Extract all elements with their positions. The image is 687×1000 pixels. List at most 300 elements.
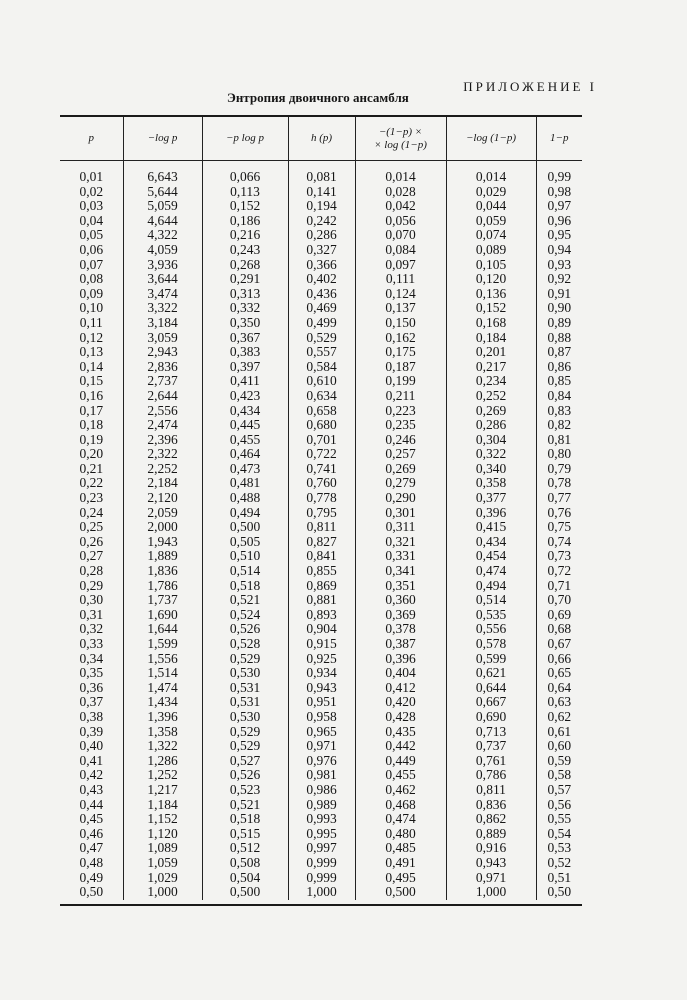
cell-one-minus-p: 0,56 <box>536 798 582 813</box>
cell-one-minus-p: 0,84 <box>536 389 582 404</box>
cell-neg-log-p: 2,474 <box>123 418 202 433</box>
cell-one-minus-p: 0,73 <box>536 549 582 564</box>
cell-one-minus-p: 0,99 <box>536 170 582 185</box>
cell-neg-p-log-p: 0,464 <box>202 447 288 462</box>
cell-one-minus-p: 0,77 <box>536 491 582 506</box>
cell-one-minus-p-log: 0,175 <box>355 345 446 360</box>
cell-p: 0,18 <box>79 417 104 433</box>
cell-p: 0,16 <box>79 387 104 403</box>
cell-neg-log-one-minus-p: 0,340 <box>446 462 536 477</box>
cell-one-minus-p: 0,58 <box>536 768 582 783</box>
cell-one-minus-p: 0,51 <box>536 871 582 886</box>
cell-neg-p-log-p: 0,529 <box>202 652 288 667</box>
cell-neg-log-p: 4,644 <box>123 214 202 229</box>
cell-one-minus-p-log: 0,199 <box>355 374 446 389</box>
cell-one-minus-p: 0,97 <box>536 199 582 214</box>
cell-neg-log-p: 1,089 <box>123 841 202 856</box>
cell-neg-p-log-p: 0,508 <box>202 856 288 871</box>
cell-p: 0,06 <box>79 241 104 257</box>
cell-p: 0,07 <box>79 256 104 272</box>
cell-neg-log-one-minus-p: 0,667 <box>446 695 536 710</box>
cell-one-minus-p-log: 0,412 <box>355 681 446 696</box>
cell-one-minus-p-log: 0,321 <box>355 535 446 550</box>
table-row <box>60 345 582 360</box>
cell-p: 0,25 <box>79 519 104 535</box>
table-row <box>60 579 582 594</box>
table-row <box>60 549 582 564</box>
cell-neg-log-one-minus-p: 0,059 <box>446 214 536 229</box>
cell-neg-p-log-p: 0,350 <box>202 316 288 331</box>
cell-neg-p-log-p: 0,505 <box>202 535 288 550</box>
cell-one-minus-p: 0,60 <box>536 739 582 754</box>
cell-h-p: 0,958 <box>288 710 355 725</box>
header-row <box>60 117 582 161</box>
cell-h-p: 0,999 <box>288 871 355 886</box>
cell-p: 0,12 <box>79 329 104 345</box>
cell-one-minus-p-log: 0,331 <box>355 549 446 564</box>
cell-neg-p-log-p: 0,291 <box>202 272 288 287</box>
cell-one-minus-p: 0,69 <box>536 608 582 623</box>
header-neg-log-p: −log p <box>123 117 202 161</box>
cell-neg-log-one-minus-p: 0,514 <box>446 593 536 608</box>
cell-p: 0,26 <box>79 533 104 549</box>
cell-one-minus-p: 0,90 <box>536 301 582 316</box>
cell-neg-p-log-p: 0,524 <box>202 608 288 623</box>
cell-h-p: 0,997 <box>288 841 355 856</box>
cell-p: 0,23 <box>79 490 104 506</box>
cell-neg-p-log-p: 0,521 <box>202 593 288 608</box>
cell-one-minus-p: 0,92 <box>536 272 582 287</box>
cell-neg-p-log-p: 0,530 <box>202 710 288 725</box>
cell-neg-p-log-p: 0,113 <box>202 185 288 200</box>
table-row <box>60 287 582 302</box>
cell-p: 0,05 <box>79 227 104 243</box>
cell-neg-log-one-minus-p: 0,322 <box>446 447 536 462</box>
cell-neg-p-log-p: 0,529 <box>202 739 288 754</box>
table-row <box>60 170 582 185</box>
cell-one-minus-p: 0,86 <box>536 360 582 375</box>
cell-neg-log-p: 1,943 <box>123 535 202 550</box>
cell-neg-log-p: 2,000 <box>123 520 202 535</box>
cell-neg-log-p: 5,644 <box>123 185 202 200</box>
table-row <box>60 360 582 375</box>
cell-one-minus-p: 0,94 <box>536 243 582 258</box>
cell-p: 0,08 <box>79 271 104 287</box>
cell-p: 0,31 <box>79 606 104 622</box>
cell-neg-log-p: 3,059 <box>123 331 202 346</box>
cell-one-minus-p: 0,83 <box>536 404 582 419</box>
cell-neg-p-log-p: 0,500 <box>202 885 288 900</box>
cell-h-p: 0,529 <box>288 331 355 346</box>
cell-one-minus-p: 0,81 <box>536 433 582 448</box>
cell-one-minus-p: 0,89 <box>536 316 582 331</box>
cell-one-minus-p: 0,61 <box>536 725 582 740</box>
cell-neg-p-log-p: 0,526 <box>202 768 288 783</box>
cell-p: 0,32 <box>79 621 104 637</box>
cell-neg-p-log-p: 0,500 <box>202 520 288 535</box>
cell-p: 0,21 <box>79 460 104 476</box>
cell-neg-log-one-minus-p: 0,761 <box>446 754 536 769</box>
cell-one-minus-p-log: 0,455 <box>355 768 446 783</box>
cell-p: 0,48 <box>79 854 104 870</box>
table-row <box>60 228 582 243</box>
cell-one-minus-p: 0,85 <box>536 374 582 389</box>
cell-neg-p-log-p: 0,423 <box>202 389 288 404</box>
cell-h-p: 0,971 <box>288 739 355 754</box>
cell-one-minus-p: 0,62 <box>536 710 582 725</box>
header-one-minus-p-log: −(1−p) × × log (1−p) <box>355 117 446 161</box>
cell-h-p: 0,436 <box>288 287 355 302</box>
cell-h-p: 0,915 <box>288 637 355 652</box>
table-row <box>60 564 582 579</box>
table-row <box>60 798 582 813</box>
cell-neg-log-p: 1,836 <box>123 564 202 579</box>
cell-one-minus-p-log: 0,097 <box>355 258 446 273</box>
cell-neg-log-p: 1,514 <box>123 666 202 681</box>
table-row <box>60 739 582 754</box>
cell-h-p: 0,242 <box>288 214 355 229</box>
cell-one-minus-p-log: 0,474 <box>355 812 446 827</box>
cell-p: 0,13 <box>79 344 104 360</box>
cell-one-minus-p-log: 0,387 <box>355 637 446 652</box>
cell-neg-log-one-minus-p: 0,474 <box>446 564 536 579</box>
cell-p: 0,35 <box>79 665 104 681</box>
cell-one-minus-p-log: 0,211 <box>355 389 446 404</box>
cell-p: 0,34 <box>79 650 104 666</box>
cell-one-minus-p-log: 0,028 <box>355 185 446 200</box>
table-row <box>60 506 582 521</box>
cell-one-minus-p-log: 0,428 <box>355 710 446 725</box>
cell-one-minus-p: 0,67 <box>536 637 582 652</box>
cell-one-minus-p: 0,66 <box>536 652 582 667</box>
cell-neg-log-one-minus-p: 0,286 <box>446 418 536 433</box>
header-neg-log-one-minus-p: −log (1−p) <box>446 117 536 161</box>
cell-h-p: 0,943 <box>288 681 355 696</box>
cell-neg-p-log-p: 0,531 <box>202 681 288 696</box>
cell-p: 0,46 <box>79 825 104 841</box>
cell-neg-p-log-p: 0,367 <box>202 331 288 346</box>
cell-h-p: 0,366 <box>288 258 355 273</box>
cell-h-p: 0,986 <box>288 783 355 798</box>
cell-neg-p-log-p: 0,530 <box>202 666 288 681</box>
cell-neg-log-p: 2,556 <box>123 404 202 419</box>
cell-p: 0,38 <box>79 708 104 724</box>
cell-one-minus-p: 0,79 <box>536 462 582 477</box>
cell-p: 0,22 <box>79 475 104 491</box>
cell-neg-p-log-p: 0,527 <box>202 754 288 769</box>
cell-neg-log-p: 1,396 <box>123 710 202 725</box>
cell-one-minus-p-log: 0,442 <box>355 739 446 754</box>
cell-h-p: 0,141 <box>288 185 355 200</box>
cell-neg-p-log-p: 0,066 <box>202 170 288 185</box>
table-row <box>60 710 582 725</box>
cell-neg-log-one-minus-p: 0,690 <box>446 710 536 725</box>
cell-neg-p-log-p: 0,434 <box>202 404 288 419</box>
cell-neg-log-p: 6,643 <box>123 170 202 185</box>
cell-neg-log-p: 1,217 <box>123 783 202 798</box>
cell-one-minus-p-log: 0,462 <box>355 783 446 798</box>
cell-neg-log-one-minus-p: 0,862 <box>446 812 536 827</box>
cell-h-p: 0,995 <box>288 827 355 842</box>
cell-one-minus-p-log: 0,311 <box>355 520 446 535</box>
cell-one-minus-p-log: 0,378 <box>355 622 446 637</box>
cell-one-minus-p-log: 0,485 <box>355 841 446 856</box>
cell-neg-log-one-minus-p: 0,578 <box>446 637 536 652</box>
cell-one-minus-p: 0,78 <box>536 476 582 491</box>
cell-one-minus-p-log: 0,351 <box>355 579 446 594</box>
cell-h-p: 0,999 <box>288 856 355 871</box>
cell-h-p: 0,881 <box>288 593 355 608</box>
cell-one-minus-p-log: 0,491 <box>355 856 446 871</box>
cell-one-minus-p-log: 0,070 <box>355 228 446 243</box>
cell-one-minus-p-log: 0,301 <box>355 506 446 521</box>
cell-neg-log-p: 2,396 <box>123 433 202 448</box>
cell-neg-p-log-p: 0,521 <box>202 798 288 813</box>
cell-neg-p-log-p: 0,455 <box>202 433 288 448</box>
table-row <box>60 812 582 827</box>
cell-h-p: 0,841 <box>288 549 355 564</box>
cell-neg-log-one-minus-p: 0,358 <box>446 476 536 491</box>
cell-neg-log-one-minus-p: 0,971 <box>446 871 536 886</box>
table-row <box>60 185 582 200</box>
cell-neg-p-log-p: 0,512 <box>202 841 288 856</box>
cell-h-p: 0,965 <box>288 725 355 740</box>
cell-neg-log-p: 4,059 <box>123 243 202 258</box>
cell-neg-p-log-p: 0,268 <box>202 258 288 273</box>
table-row <box>60 695 582 710</box>
table-row <box>60 535 582 550</box>
cell-one-minus-p: 0,55 <box>536 812 582 827</box>
cell-one-minus-p-log: 0,341 <box>355 564 446 579</box>
cell-p: 0,30 <box>79 592 104 608</box>
cell-neg-p-log-p: 0,514 <box>202 564 288 579</box>
cell-neg-log-p: 2,943 <box>123 345 202 360</box>
cell-neg-log-p: 1,152 <box>123 812 202 827</box>
cell-one-minus-p: 0,52 <box>536 856 582 871</box>
table-row <box>60 258 582 273</box>
cell-one-minus-p-log: 0,500 <box>355 885 446 900</box>
cell-neg-log-p: 2,322 <box>123 447 202 462</box>
cell-neg-p-log-p: 0,529 <box>202 725 288 740</box>
cell-neg-log-p: 2,184 <box>123 476 202 491</box>
cell-one-minus-p-log: 0,150 <box>355 316 446 331</box>
cell-p: 0,14 <box>79 358 104 374</box>
cell-h-p: 0,893 <box>288 608 355 623</box>
cell-h-p: 0,610 <box>288 374 355 389</box>
table-row <box>60 462 582 477</box>
cell-one-minus-p: 0,96 <box>536 214 582 229</box>
cell-h-p: 0,557 <box>288 345 355 360</box>
cell-one-minus-p-log: 0,435 <box>355 725 446 740</box>
cell-h-p: 0,827 <box>288 535 355 550</box>
cell-one-minus-p: 0,50 <box>536 885 582 900</box>
cell-neg-log-one-minus-p: 0,014 <box>446 170 536 185</box>
cell-neg-log-p: 3,322 <box>123 301 202 316</box>
table-row <box>60 885 582 900</box>
cell-one-minus-p-log: 0,235 <box>355 418 446 433</box>
cell-neg-log-p: 1,000 <box>123 885 202 900</box>
cell-neg-log-one-minus-p: 1,000 <box>446 885 536 900</box>
cell-neg-p-log-p: 0,526 <box>202 622 288 637</box>
cell-one-minus-p-log: 0,369 <box>355 608 446 623</box>
table-row <box>60 199 582 214</box>
cell-one-minus-p-log: 0,162 <box>355 331 446 346</box>
cell-neg-log-p: 1,252 <box>123 768 202 783</box>
cell-p: 0,10 <box>79 300 104 316</box>
cell-one-minus-p: 0,93 <box>536 258 582 273</box>
cell-p: 0,28 <box>79 563 104 579</box>
cell-neg-log-p: 3,474 <box>123 287 202 302</box>
cell-p: 0,27 <box>79 548 104 564</box>
cell-h-p: 0,760 <box>288 476 355 491</box>
cell-h-p: 0,989 <box>288 798 355 813</box>
table-row <box>60 783 582 798</box>
cell-neg-log-one-minus-p: 0,201 <box>446 345 536 360</box>
cell-one-minus-p: 0,63 <box>536 695 582 710</box>
cell-one-minus-p: 0,53 <box>536 841 582 856</box>
cell-h-p: 0,634 <box>288 389 355 404</box>
cell-h-p: 0,327 <box>288 243 355 258</box>
cell-one-minus-p: 0,74 <box>536 535 582 550</box>
cell-neg-log-one-minus-p: 0,889 <box>446 827 536 842</box>
cell-h-p: 0,584 <box>288 360 355 375</box>
cell-neg-p-log-p: 0,481 <box>202 476 288 491</box>
cell-neg-log-one-minus-p: 0,269 <box>446 404 536 419</box>
cell-neg-log-p: 2,120 <box>123 491 202 506</box>
header-p: p <box>88 132 94 144</box>
cell-one-minus-p-log: 0,187 <box>355 360 446 375</box>
cell-p: 0,49 <box>79 869 104 885</box>
cell-h-p: 0,680 <box>288 418 355 433</box>
cell-neg-p-log-p: 0,510 <box>202 549 288 564</box>
cell-one-minus-p-log: 0,137 <box>355 301 446 316</box>
cell-neg-log-p: 2,836 <box>123 360 202 375</box>
cell-h-p: 0,701 <box>288 433 355 448</box>
header-one-minus-p: 1−p <box>536 117 582 161</box>
cell-one-minus-p-log: 0,111 <box>355 272 446 287</box>
cell-one-minus-p: 0,76 <box>536 506 582 521</box>
cell-neg-log-one-minus-p: 0,786 <box>446 768 536 783</box>
cell-p: 0,39 <box>79 723 104 739</box>
cell-p: 0,42 <box>79 767 104 783</box>
cell-h-p: 0,811 <box>288 520 355 535</box>
table-row <box>60 841 582 856</box>
cell-one-minus-p-log: 0,042 <box>355 199 446 214</box>
cell-h-p: 0,658 <box>288 404 355 419</box>
cell-one-minus-p-log: 0,480 <box>355 827 446 842</box>
cell-neg-log-one-minus-p: 0,105 <box>446 258 536 273</box>
cell-neg-log-p: 1,184 <box>123 798 202 813</box>
cell-neg-log-p: 1,358 <box>123 725 202 740</box>
cell-neg-p-log-p: 0,488 <box>202 491 288 506</box>
cell-p: 0,41 <box>79 752 104 768</box>
cell-one-minus-p: 0,88 <box>536 331 582 346</box>
cell-neg-log-one-minus-p: 0,120 <box>446 272 536 287</box>
cell-one-minus-p: 0,71 <box>536 579 582 594</box>
cell-neg-log-one-minus-p: 0,737 <box>446 739 536 754</box>
table-row <box>60 243 582 258</box>
cell-neg-p-log-p: 0,186 <box>202 214 288 229</box>
cell-one-minus-p-log: 0,404 <box>355 666 446 681</box>
cell-one-minus-p-log: 0,449 <box>355 754 446 769</box>
cell-neg-log-p: 1,322 <box>123 739 202 754</box>
table-row <box>60 768 582 783</box>
table-row <box>60 754 582 769</box>
cell-h-p: 0,925 <box>288 652 355 667</box>
table-row <box>60 272 582 287</box>
cell-neg-p-log-p: 0,523 <box>202 783 288 798</box>
cell-neg-log-one-minus-p: 0,252 <box>446 389 536 404</box>
table-row <box>60 374 582 389</box>
cell-h-p: 0,499 <box>288 316 355 331</box>
table-row <box>60 476 582 491</box>
cell-p: 0,02 <box>79 183 104 199</box>
cell-p: 0,45 <box>79 811 104 827</box>
cell-neg-p-log-p: 0,531 <box>202 695 288 710</box>
table-row <box>60 520 582 535</box>
cell-one-minus-p: 0,68 <box>536 622 582 637</box>
cell-p: 0,04 <box>79 212 104 228</box>
cell-neg-p-log-p: 0,504 <box>202 871 288 886</box>
cell-neg-p-log-p: 0,332 <box>202 301 288 316</box>
cell-neg-log-one-minus-p: 0,599 <box>446 652 536 667</box>
cell-p: 0,20 <box>79 446 104 462</box>
cell-neg-log-p: 3,184 <box>123 316 202 331</box>
cell-p: 0,33 <box>79 636 104 651</box>
cell-p: 0,15 <box>79 373 104 389</box>
table-row <box>60 316 582 331</box>
cell-neg-log-one-minus-p: 0,535 <box>446 608 536 623</box>
cell-h-p: 1,000 <box>288 885 355 900</box>
cell-neg-log-p: 1,029 <box>123 871 202 886</box>
cell-neg-p-log-p: 0,313 <box>202 287 288 302</box>
cell-one-minus-p: 0,65 <box>536 666 582 681</box>
cell-h-p: 0,722 <box>288 447 355 462</box>
cell-neg-log-one-minus-p: 0,836 <box>446 798 536 813</box>
table-row <box>60 637 582 652</box>
cell-h-p: 0,934 <box>288 666 355 681</box>
cell-neg-p-log-p: 0,383 <box>202 345 288 360</box>
table-row <box>60 622 582 637</box>
cell-neg-p-log-p: 0,494 <box>202 506 288 521</box>
cell-h-p: 0,976 <box>288 754 355 769</box>
cell-one-minus-p-log: 0,246 <box>355 433 446 448</box>
cell-one-minus-p: 0,87 <box>536 345 582 360</box>
cell-neg-p-log-p: 0,445 <box>202 418 288 433</box>
cell-neg-log-p: 1,120 <box>123 827 202 842</box>
cell-one-minus-p-log: 0,223 <box>355 404 446 419</box>
cell-h-p: 0,855 <box>288 564 355 579</box>
cell-h-p: 0,981 <box>288 768 355 783</box>
cell-neg-p-log-p: 0,243 <box>202 243 288 258</box>
entropy-table <box>60 117 582 900</box>
cell-neg-log-p: 1,889 <box>123 549 202 564</box>
cell-p: 0,36 <box>79 679 104 695</box>
cell-neg-log-p: 1,434 <box>123 695 202 710</box>
cell-neg-log-p: 4,322 <box>123 228 202 243</box>
cell-neg-log-one-minus-p: 0,556 <box>446 622 536 637</box>
cell-h-p: 0,778 <box>288 491 355 506</box>
cell-neg-log-p: 2,737 <box>123 374 202 389</box>
bottom-rule <box>60 904 582 906</box>
cell-neg-log-p: 1,556 <box>123 652 202 667</box>
cell-p: 0,37 <box>79 694 104 710</box>
cell-h-p: 0,904 <box>288 622 355 637</box>
cell-one-minus-p: 0,82 <box>536 418 582 433</box>
table-row <box>60 681 582 696</box>
table-row <box>60 301 582 316</box>
cell-h-p: 0,869 <box>288 579 355 594</box>
